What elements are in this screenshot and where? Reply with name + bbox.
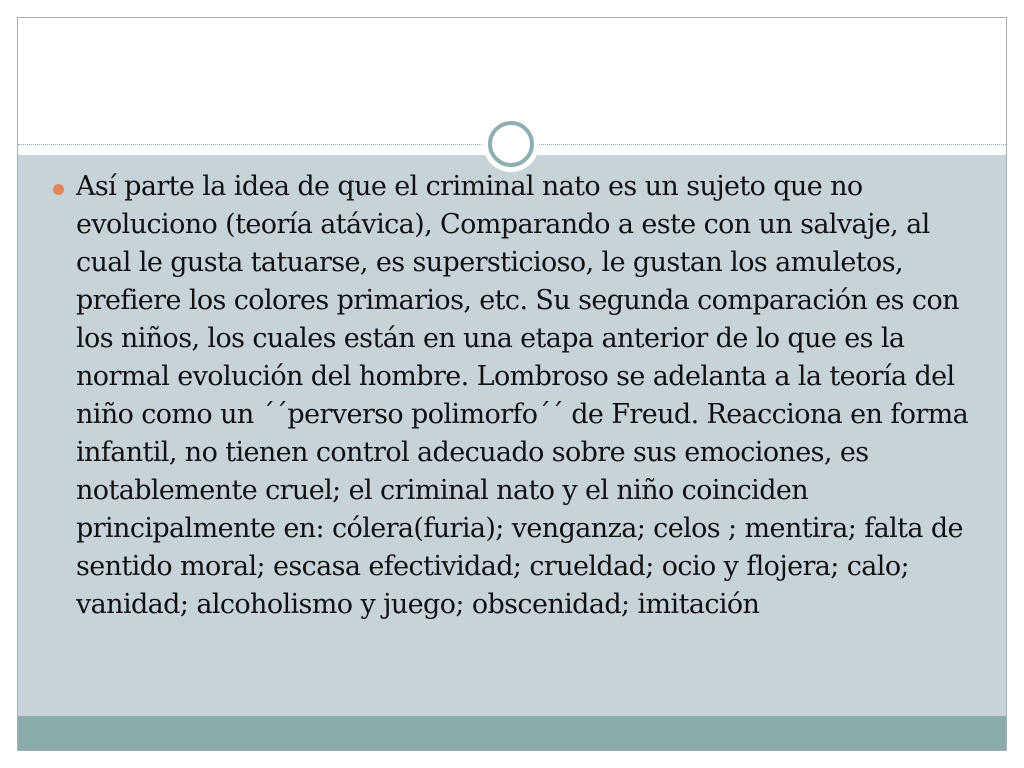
bullet-dot-icon — [53, 184, 64, 195]
slide — [17, 17, 1007, 751]
footer-band — [18, 716, 1006, 751]
bullet-text: Así parte la idea de que el criminal nato es un sujeto que no evoluciono (teoría atávica), Comparando a este con un salvaje, al cual le gusta tatuarse, es supersticioso, le gustan los amuletos, prefiere los colores primarios, etc. Su segunda comparación es con los niños, los cuales están en una etapa anterior de lo que es la normal evolución del hombre. Lombroso se adelanta a la teoría del niño como un ´´perverso polimorfo´´ de Freud. Reacciona en forma infantil, no tienen control adecuado sobre sus emociones, es notablemente cruel; el criminal nato y el niño coinciden principalmente en: cólera(furia); venganza; celos ; mentira; falta de sentido moral; escasa efectividad; crueldad; ocio y flojera; calo; vanidad; alcoholismo y juego; obscenidad; imitación — [76, 171, 969, 620]
ring-ornament-icon — [481, 114, 541, 174]
bullet-item — [48, 168, 988, 624]
slide-content — [48, 168, 988, 624]
